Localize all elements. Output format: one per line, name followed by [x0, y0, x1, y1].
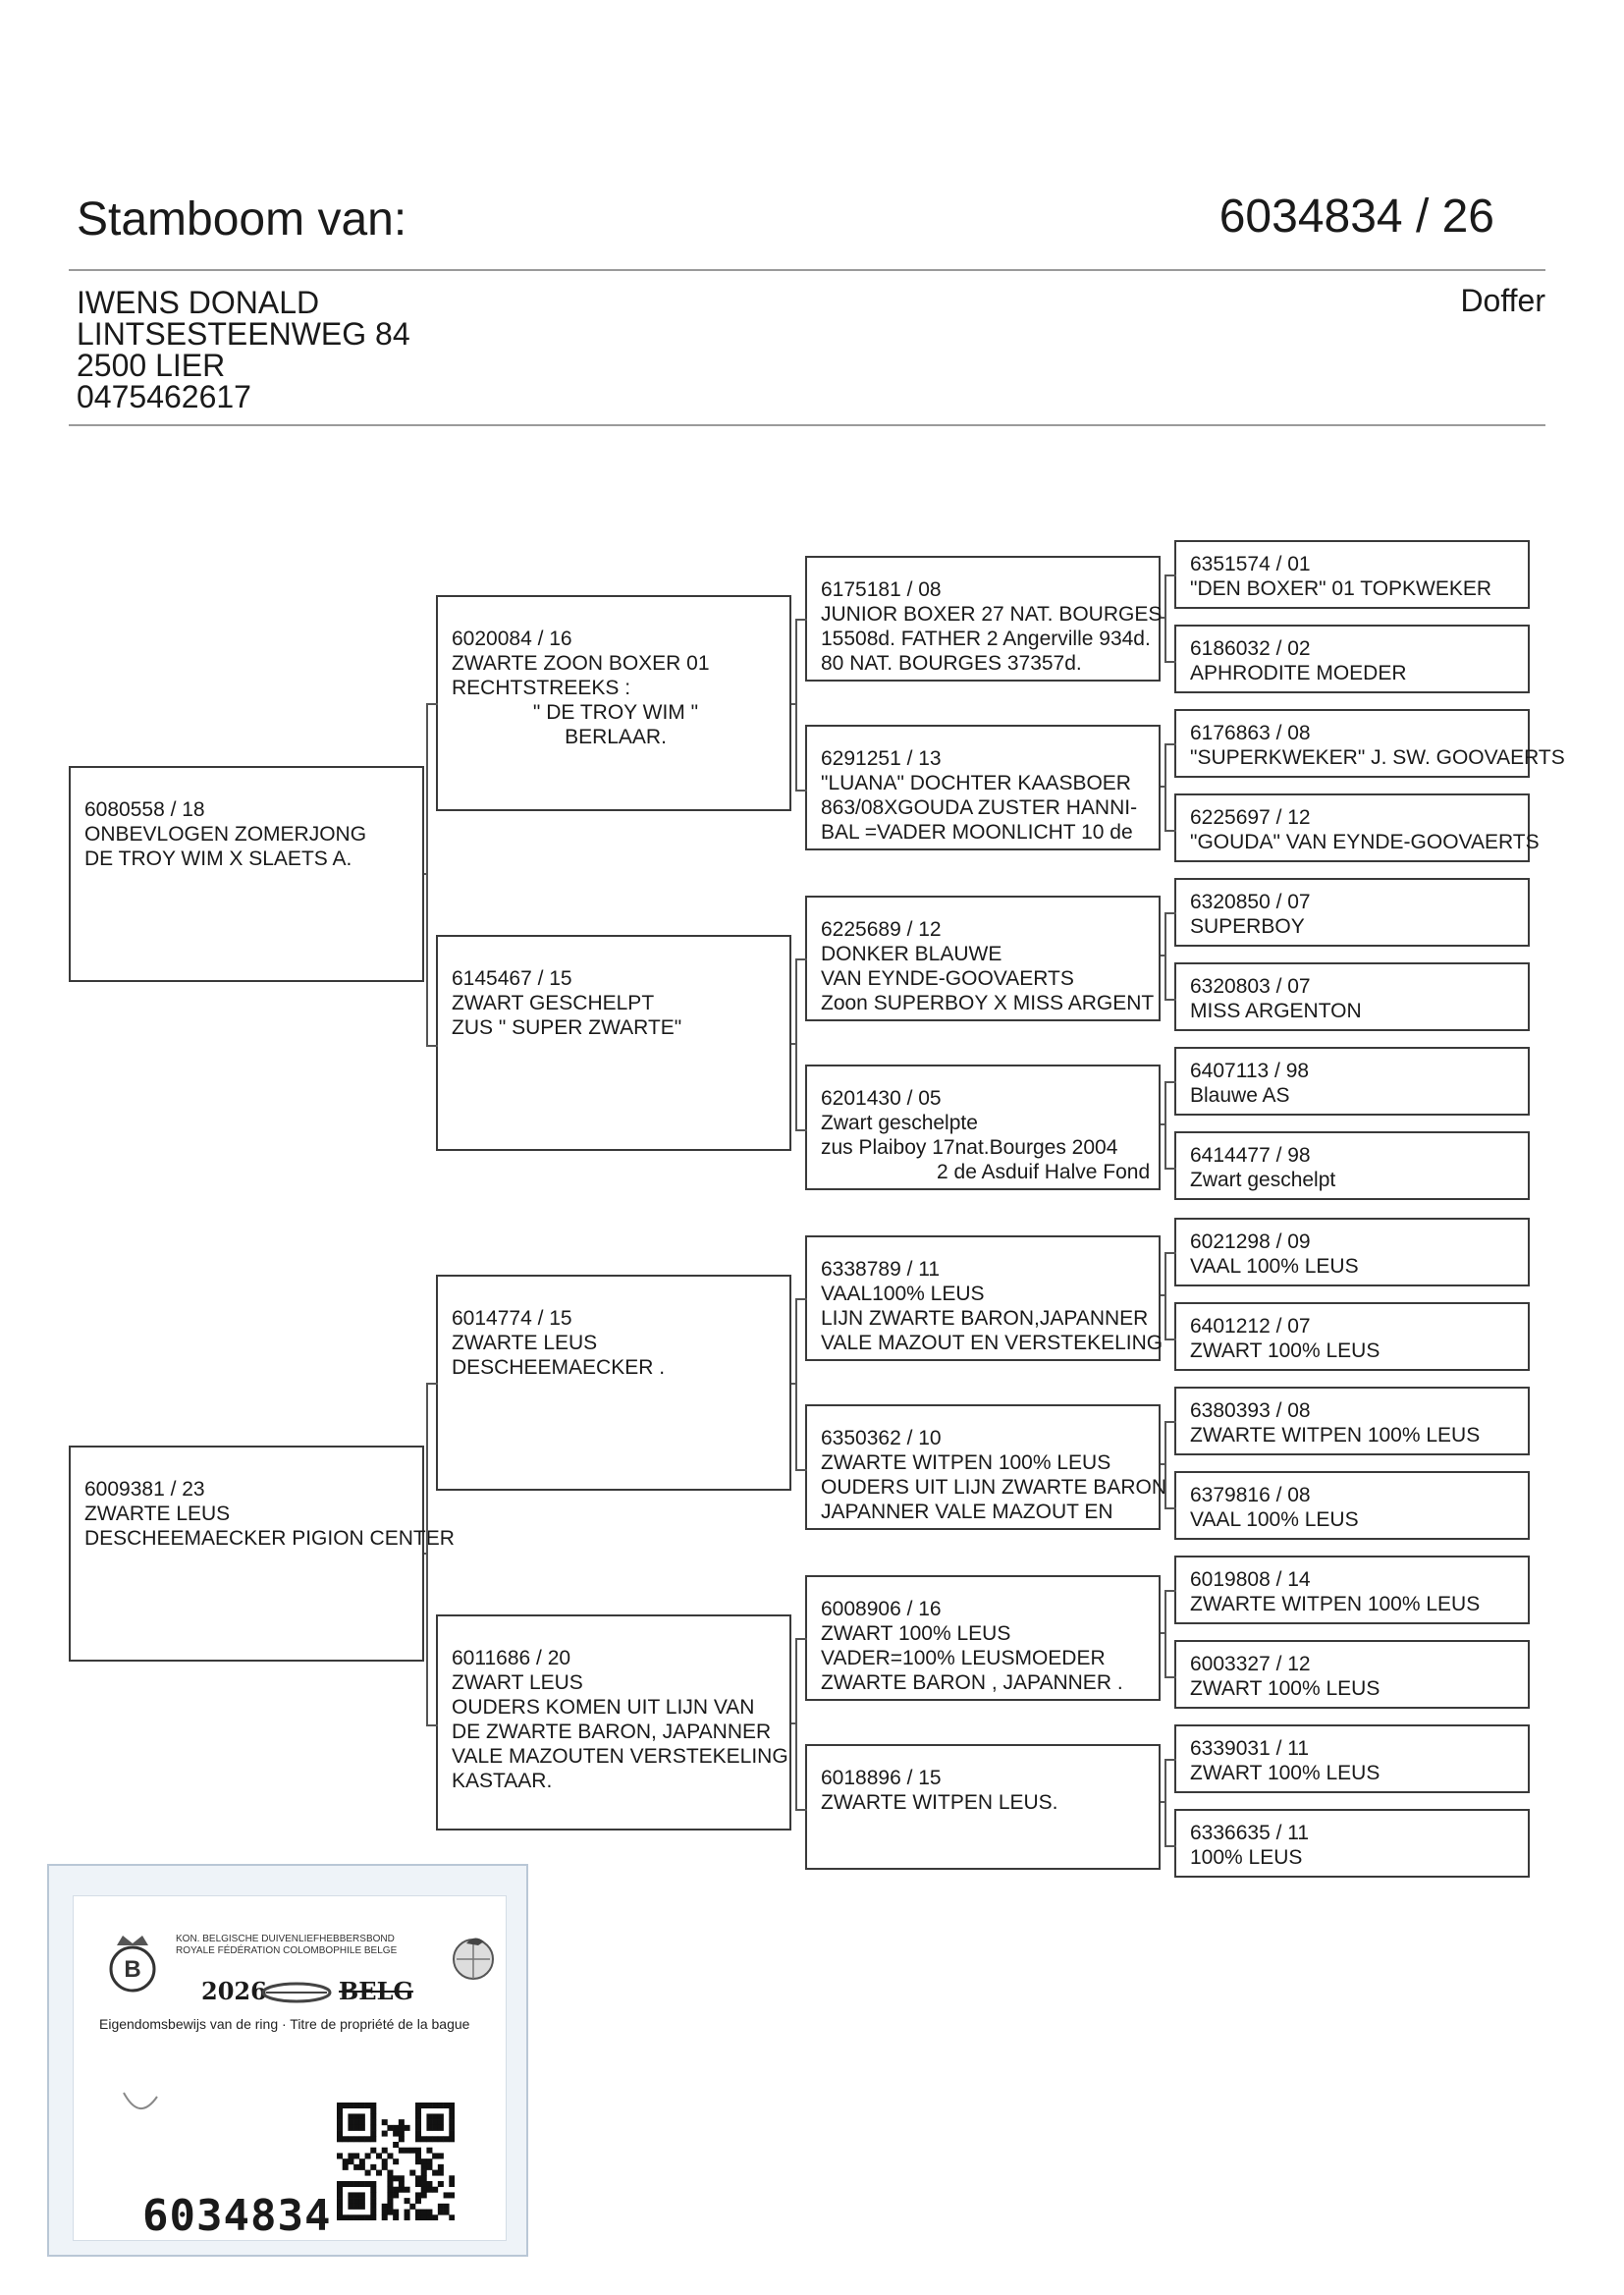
- pedigree-box-g3-2: [805, 725, 1161, 850]
- ring-number: 6145467 / 15: [452, 967, 572, 990]
- pedigree-text-line: DE ZWARTE BARON, JAPANNER: [452, 1721, 772, 1743]
- ring-number: 6339031 / 11: [1190, 1737, 1310, 1760]
- pedigree-box-g4-5: [1174, 878, 1530, 947]
- pedigree-text-line: 2 de Asduif Halve Fond: [937, 1161, 1151, 1183]
- ring-number: 6338789 / 11: [821, 1258, 941, 1281]
- pedigree-text-line: SUPERBOY: [1190, 915, 1305, 938]
- pedigree-box-g4-13: [1174, 1556, 1530, 1624]
- owner-street: LINTSESTEENWEG 84: [77, 316, 410, 352]
- pedigree-box-g3-6: [805, 1404, 1166, 1530]
- ring-number: 6320850 / 07: [1190, 891, 1311, 913]
- pedigree-connector: [1164, 1759, 1176, 1847]
- pedigree-connector: [1164, 1081, 1176, 1170]
- pedigree-text-line: ZUS " SUPER ZWARTE": [452, 1016, 682, 1039]
- pedigree-connector-stub: [424, 873, 426, 875]
- ring-number: 6380393 / 08: [1190, 1399, 1311, 1422]
- pedigree-connector: [1164, 1590, 1176, 1678]
- ring-number: 6021298 / 09: [1190, 1230, 1311, 1253]
- federation-name-nl: KON. BELGISCHE DUIVENLIEFHEBBERSBOND: [176, 1934, 395, 1944]
- pedigree-text-line: Blauwe AS: [1190, 1084, 1290, 1107]
- pedigree-box-g3-3: [805, 896, 1161, 1021]
- pedigree-connector-stub: [1161, 617, 1164, 619]
- pedigree-text-line: 15508d. FATHER 2 Angerville 934d.: [821, 628, 1151, 650]
- ring-year: 2026: [201, 1977, 267, 2005]
- pedigree-box-g4-16: [1174, 1809, 1530, 1878]
- pedigree-text-line: ZWARTE WITPEN 100% LEUS: [821, 1451, 1111, 1474]
- pedigree-text-line: MISS ARGENTON: [1190, 1000, 1362, 1022]
- pedigree-box-g2-4: [436, 1614, 791, 1831]
- pedigree-text-line: JAPANNER VALE MAZOUT EN: [821, 1501, 1113, 1523]
- pedigree-box-g2-1: [436, 595, 791, 811]
- pedigree-box-g1-2: [69, 1446, 455, 1662]
- pedigree-text-line: OUDERS KOMEN UIT LIJN VAN: [452, 1696, 755, 1719]
- pedigree-connector-stub: [791, 703, 795, 705]
- page-title: Stamboom van:: [77, 193, 407, 246]
- pedigree-box-g1-1: [69, 766, 424, 982]
- pedigree-text-line: 100% LEUS: [1190, 1846, 1303, 1869]
- pedigree-connector: [795, 958, 807, 1131]
- svg-text:B: B: [124, 1956, 141, 1983]
- ring-number: 6407113 / 98: [1190, 1060, 1310, 1082]
- pedigree-text-line: ZWART 100% LEUS: [821, 1622, 1011, 1645]
- pedigree-text-line: KASTAAR.: [452, 1770, 553, 1792]
- pedigree-text-line: ZWART 100% LEUS: [1190, 1677, 1380, 1700]
- owner-address: [77, 287, 410, 412]
- pedigree-text-line: "SUPERKWEKER" J. SW. GOOVAERTS: [1190, 746, 1565, 769]
- pedigree-box-g3-1: [805, 556, 1161, 682]
- pedigree-text-line: VAN EYNDE-GOOVAERTS: [821, 967, 1074, 990]
- ring-number: 6009381 / 23: [84, 1478, 205, 1501]
- pedigree-text-line: Zwart geschelpt: [1190, 1169, 1336, 1191]
- pedigree-text-line: "LUANA" DOCHTER KAASBOER: [821, 772, 1131, 794]
- owner-divider: [69, 424, 1545, 426]
- pedigree-box-g3-4: [805, 1065, 1161, 1190]
- ring-card-number: 6034834: [142, 2191, 332, 2241]
- pedigree-box-g4-14: [1174, 1640, 1530, 1709]
- pedigree-text-line: ZWARTE WITPEN LEUS.: [821, 1791, 1058, 1814]
- pedigree-text-line: VAAL100% LEUS: [821, 1283, 985, 1305]
- ring-number: 6014774 / 15: [452, 1307, 572, 1330]
- punch-hole-icon: [118, 2083, 163, 2122]
- ring-number: 6008906 / 16: [821, 1598, 942, 1620]
- pedigree-connector-stub: [791, 1383, 795, 1385]
- pedigree-text-line: BAL =VADER MOONLICHT 10 de: [821, 821, 1133, 844]
- ring-card-body: [73, 1895, 507, 2241]
- pedigree-text-line: ZWARTE LEUS: [84, 1503, 231, 1525]
- pedigree-box-g4-4: [1174, 793, 1540, 862]
- pedigree-text-line: RECHTSTREEKS :: [452, 677, 631, 699]
- pedigree-connector: [426, 1383, 438, 1726]
- pedigree-text-line: ONBEVLOGEN ZOMERJONG: [84, 823, 367, 846]
- pedigree-text-line: VALE MAZOUT EN VERSTEKELING: [821, 1332, 1164, 1354]
- pedigree-connector: [1164, 574, 1176, 663]
- pedigree-text-line: BERLAAR.: [565, 726, 667, 748]
- pedigree-box-g4-2: [1174, 625, 1530, 693]
- pedigree-connector-stub: [1161, 1294, 1164, 1296]
- pedigree-text-line: VADER=100% LEUSMOEDER: [821, 1647, 1106, 1669]
- pedigree-text-line: ZWARTE WITPEN 100% LEUS: [1190, 1424, 1481, 1447]
- pedigree-text-line: LIJN ZWARTE BARON,JAPANNER: [821, 1307, 1149, 1330]
- pedigree-text-line: "GOUDA" VAN EYNDE-GOOVAERTS: [1190, 831, 1540, 853]
- pedigree-text-line: 80 NAT. BOURGES 37357d.: [821, 652, 1082, 675]
- pedigree-text-line: ZWARTE LEUS: [452, 1332, 598, 1354]
- pedigree-text-line: ZWART 100% LEUS: [1190, 1762, 1380, 1784]
- pedigree-connector-stub: [791, 1722, 795, 1724]
- pedigree-text-line: VALE MAZOUTEN VERSTEKELING: [452, 1745, 788, 1768]
- ring-number: 6176863 / 08: [1190, 722, 1311, 744]
- pedigree-text-line: "DEN BOXER" 01 TOPKWEKER: [1190, 577, 1492, 600]
- pedigree-text-line: VAAL 100% LEUS: [1190, 1508, 1359, 1531]
- pedigree-text-line: ZWART 100% LEUS: [1190, 1339, 1380, 1362]
- pedigree-box-g4-9: [1174, 1218, 1530, 1286]
- ring-country: BELG: [339, 1977, 413, 2005]
- ring-number: 6201430 / 05: [821, 1087, 942, 1110]
- ring-number: 6011686 / 20: [452, 1647, 571, 1669]
- ring-number: 6350362 / 10: [821, 1427, 942, 1449]
- ring-number: 6351574 / 01: [1190, 553, 1311, 575]
- pedigree-box-g4-11: [1174, 1387, 1530, 1455]
- pedigree-connector-stub: [1161, 786, 1164, 788]
- ring-number: 6336635 / 11: [1190, 1822, 1310, 1844]
- pigeon-globe-icon: [447, 1930, 500, 1983]
- pedigree-connector-stub: [1161, 1632, 1164, 1634]
- pedigree-box-g4-10: [1174, 1302, 1530, 1371]
- pedigree-box-g3-8: [805, 1744, 1161, 1870]
- pedigree-connector: [795, 1638, 807, 1811]
- pedigree-box-g3-5: [805, 1235, 1164, 1361]
- ring-number: 6175181 / 08: [821, 578, 942, 601]
- pedigree-box-g4-7: [1174, 1047, 1530, 1116]
- pedigree-connector: [426, 703, 438, 1047]
- pedigree-connector: [1164, 912, 1176, 1001]
- pigeon-sex: Doffer: [1460, 283, 1545, 318]
- federation-name-fr: ROYALE FÉDÉRATION COLOMBOPHILE BELGE: [176, 1945, 398, 1956]
- qr-code-icon: [337, 2103, 455, 2220]
- pedigree-connector: [1164, 743, 1176, 832]
- header-divider: [69, 269, 1545, 271]
- pedigree-box-g4-3: [1174, 709, 1565, 778]
- pedigree-box-g4-15: [1174, 1724, 1530, 1793]
- ring-number: 6080558 / 18: [84, 798, 205, 821]
- pigeon-ring-number: 6034834 / 26: [1218, 191, 1494, 243]
- ring-number: 6018896 / 15: [821, 1767, 942, 1789]
- pedigree-connector-stub: [1161, 955, 1164, 956]
- owner-city: 2500 LIER: [77, 348, 226, 383]
- pedigree-connector-stub: [1161, 1123, 1164, 1125]
- pedigree-box-g3-7: [805, 1575, 1161, 1701]
- ring-icon: [258, 1979, 335, 2006]
- federation-crest-icon: [103, 1932, 162, 1996]
- pedigree-text-line: Zwart geschelpte: [821, 1112, 978, 1134]
- pedigree-connector-stub: [791, 1043, 795, 1045]
- pedigree-text-line: VAAL 100% LEUS: [1190, 1255, 1359, 1278]
- pedigree-text-line: ZWARTE WITPEN 100% LEUS: [1190, 1593, 1481, 1615]
- pedigree-box-g4-1: [1174, 540, 1530, 609]
- ring-number: 6225689 / 12: [821, 918, 942, 941]
- pedigree-text-line: ZWART GESCHELPT: [452, 992, 655, 1014]
- pedigree-connector: [795, 1298, 807, 1471]
- pedigree-text-line: DONKER BLAUWE: [821, 943, 1002, 965]
- ring-number: 6019808 / 14: [1190, 1568, 1311, 1591]
- pedigree-box-g2-3: [436, 1275, 791, 1491]
- pedigree-text-line: 863/08XGOUDA ZUSTER HANNI-: [821, 796, 1138, 819]
- pedigree-text-line: APHRODITE MOEDER: [1190, 662, 1407, 684]
- pedigree-text-line: DE TROY WIM X SLAETS A.: [84, 847, 352, 870]
- pedigree-text-line: " DE TROY WIM ": [532, 701, 699, 724]
- pedigree-connector-stub: [1161, 1463, 1164, 1465]
- pedigree-text-line: OUDERS UIT LIJN ZWARTE BARON: [821, 1476, 1166, 1499]
- ring-number: 6401212 / 07: [1190, 1315, 1311, 1338]
- ring-number: 6320803 / 07: [1190, 975, 1311, 998]
- pedigree-text-line: zus Plaiboy 17nat.Bourges 2004: [821, 1136, 1118, 1159]
- ring-number: 6225697 / 12: [1190, 806, 1311, 829]
- pedigree-text-line: ZWARTE BARON , JAPANNER .: [821, 1671, 1123, 1694]
- pedigree-connector-stub: [1161, 1801, 1164, 1803]
- pedigree-connector: [1164, 1421, 1176, 1509]
- ring-number: 6291251 / 13: [821, 747, 942, 770]
- pedigree-box-g4-12: [1174, 1471, 1530, 1540]
- pedigree-text-line: JUNIOR BOXER 27 NAT. BOURGES: [821, 603, 1163, 626]
- pedigree-text-line: DESCHEEMAECKER PIGION CENTER: [84, 1527, 455, 1550]
- pedigree-text-line: Zoon SUPERBOY X MISS ARGENT: [821, 992, 1155, 1014]
- pedigree-text-line: DESCHEEMAECKER .: [452, 1356, 666, 1379]
- pedigree-connector: [795, 619, 807, 792]
- pedigree-text-line: ZWART LEUS: [452, 1671, 583, 1694]
- pedigree-box-g4-8: [1174, 1131, 1530, 1200]
- ring-number: 6379816 / 08: [1190, 1484, 1311, 1506]
- pedigree-box-g2-2: [436, 935, 791, 1151]
- pedigree-connector: [1164, 1252, 1176, 1340]
- ring-ownership-card: [47, 1864, 528, 2257]
- ring-number: 6414477 / 98: [1190, 1144, 1311, 1167]
- owner-phone: 0475462617: [77, 379, 251, 414]
- pedigree-connector-stub: [424, 1553, 426, 1555]
- ring-card-caption: Eigendomsbewijs van de ring · Titre de propriété de la bague: [99, 2016, 470, 2032]
- pedigree-box-g4-6: [1174, 962, 1530, 1031]
- owner-name: IWENS DONALD: [77, 285, 320, 320]
- pedigree-text-line: ZWARTE ZOON BOXER 01: [452, 652, 710, 675]
- ring-number: 6020084 / 16: [452, 628, 572, 650]
- ring-number: 6003327 / 12: [1190, 1653, 1311, 1675]
- ring-number: 6186032 / 02: [1190, 637, 1311, 660]
